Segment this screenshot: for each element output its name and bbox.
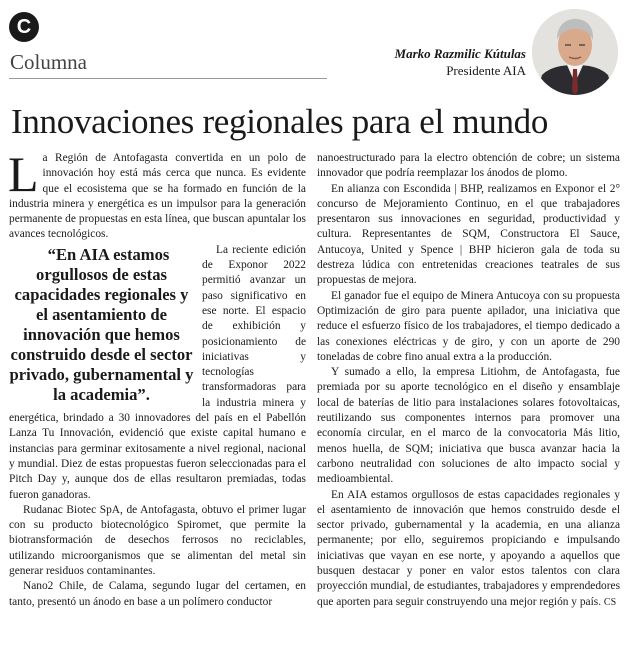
paragraph-4: Nano2 Chile, de Calama, segundo lugar del certamen, en tanto, presentó un ánodo en base a un polímero conductor <box>9 580 306 608</box>
section-badge: C <box>9 12 39 42</box>
author-name: Marko Razmilic Kútulas <box>394 46 526 61</box>
paragraph-1 <box>8 146 306 243</box>
paragraph-2 <box>9 243 306 503</box>
author-photo <box>532 9 618 95</box>
end-mark: CS <box>603 596 617 608</box>
paragraph-7: El ganador fue el equipo de Minera Antucoya con su propuesta Optimización de giro para puente apilador, una iniciativa que reduce el esfuerzo físico de los trabajadores, el tiempo dedicado a las conexiones eléctricas y de giro, y con un aporte de 290 toneladas de cobre fino anual extra a la producción. <box>317 289 620 363</box>
section-label: Columna <box>10 50 87 74</box>
paragraph-8: Y sumado a ello, la empresa Litiohm, de Antofagasta, fue premiada por su aporte tecnológico en el diseño y ensamblaje local de baterías de litio para instalaciones solares fotovoltaicas, reutilizando sus componentes internos para promover una economía circular, en el marco de la convocatoria Más litio, menos huella, de SQM; iniciativa que busca avanzar hacia la carbono neutralidad con soluciones de alto impacto social y medioambiental. <box>317 366 620 486</box>
pull-quote: “En AIA estamos orgullosos de estas capacidades regionales y el asentamiento de innovación que hemos construido desde el sector privado, gubernamental y la academia”. <box>9 244 194 404</box>
left-column <box>8 146 306 610</box>
headline: Innovaciones regionales para el mundo <box>11 102 549 141</box>
author-portrait-icon <box>532 9 618 95</box>
paragraph-6: En alianza con Escondida | BHP, realizamos en Exponor el 2° concurso de Mejoramiento Continuo, en el que trabajadores presentaron sus innovaciones en seguridad, productividad y cultura. Representantes de SQM, Constructora El Sauce, Antucoya, United y Spence | BHP hicieron gala de toda su destreza lúdica con entretenidas creaciones teatrales de sus propuestas de mejora. <box>317 182 620 287</box>
drop-cap: L <box>8 146 39 202</box>
paragraph-1-text: a Región de Antofagasta convertida en un polo de innovación hoy está más cerca que nunca. Es evidente que el ecosistema que se ha formado en función de la industria minera y energética es un impulsor para la generación permanente de propuestas en esta línea, que buscan apuntalar los avances tecnológicos. <box>9 152 306 241</box>
paragraph-2-text: La reciente edición de Exponor 2022 permitió avanzar un paso significativo en ese norte. El espacio de exhibición y posicionamiento de iniciativas y tecnologías transformadoras para la industria minera y energética, brindado a 30 innovadores del país en el Pabellón Lanza Tu Innovación, evidenció que existe capital humano e instancias para germinar exitosamente a nivel regional, nacional y mundial. Diez de estas propuestas fueron seleccionadas para el Pitch Day y, aunque dos de ellas resultaron premiadas, todas fueron ganadoras. <box>9 243 306 501</box>
column-header <box>0 0 624 96</box>
author-role: Presidente AIA <box>446 63 526 78</box>
paragraph-5: nanoestructurado para la electro obtención de cobre; un sistema innovador que podría reemplazar los ánodos de plomo. <box>317 152 620 180</box>
paragraph-3: Rudanac Biotec SpA, de Antofagasta, obtuvo el primer lugar con su producto biotecnológico Spiromet, que permite la biotransformación de desechos ferrosos no reciclables, utilizando microorganismos que se alimentan del metal sin generar residuos contaminantes. <box>9 503 306 578</box>
section-divider <box>9 78 327 79</box>
author-byline <box>395 45 526 79</box>
paragraph-9-text: En AIA estamos orgullosos de estas capacidades regionales y el asentamiento de innovación que hemos construido desde el sector privado, gubernamental y la academia, en una alianza permanente; por ello, seguiremos propiciando e impulsando iniciativas que vayan en ese norte, y apoyando a aquellos que busquen destacar y poner en valor estos talentos con clara proyección mundial, de estudiantes, trabajadores y emprendedores que aporten para seguir construyendo una mejor región y país. <box>317 488 621 608</box>
right-column <box>317 151 620 610</box>
paragraph-9 <box>317 488 620 610</box>
